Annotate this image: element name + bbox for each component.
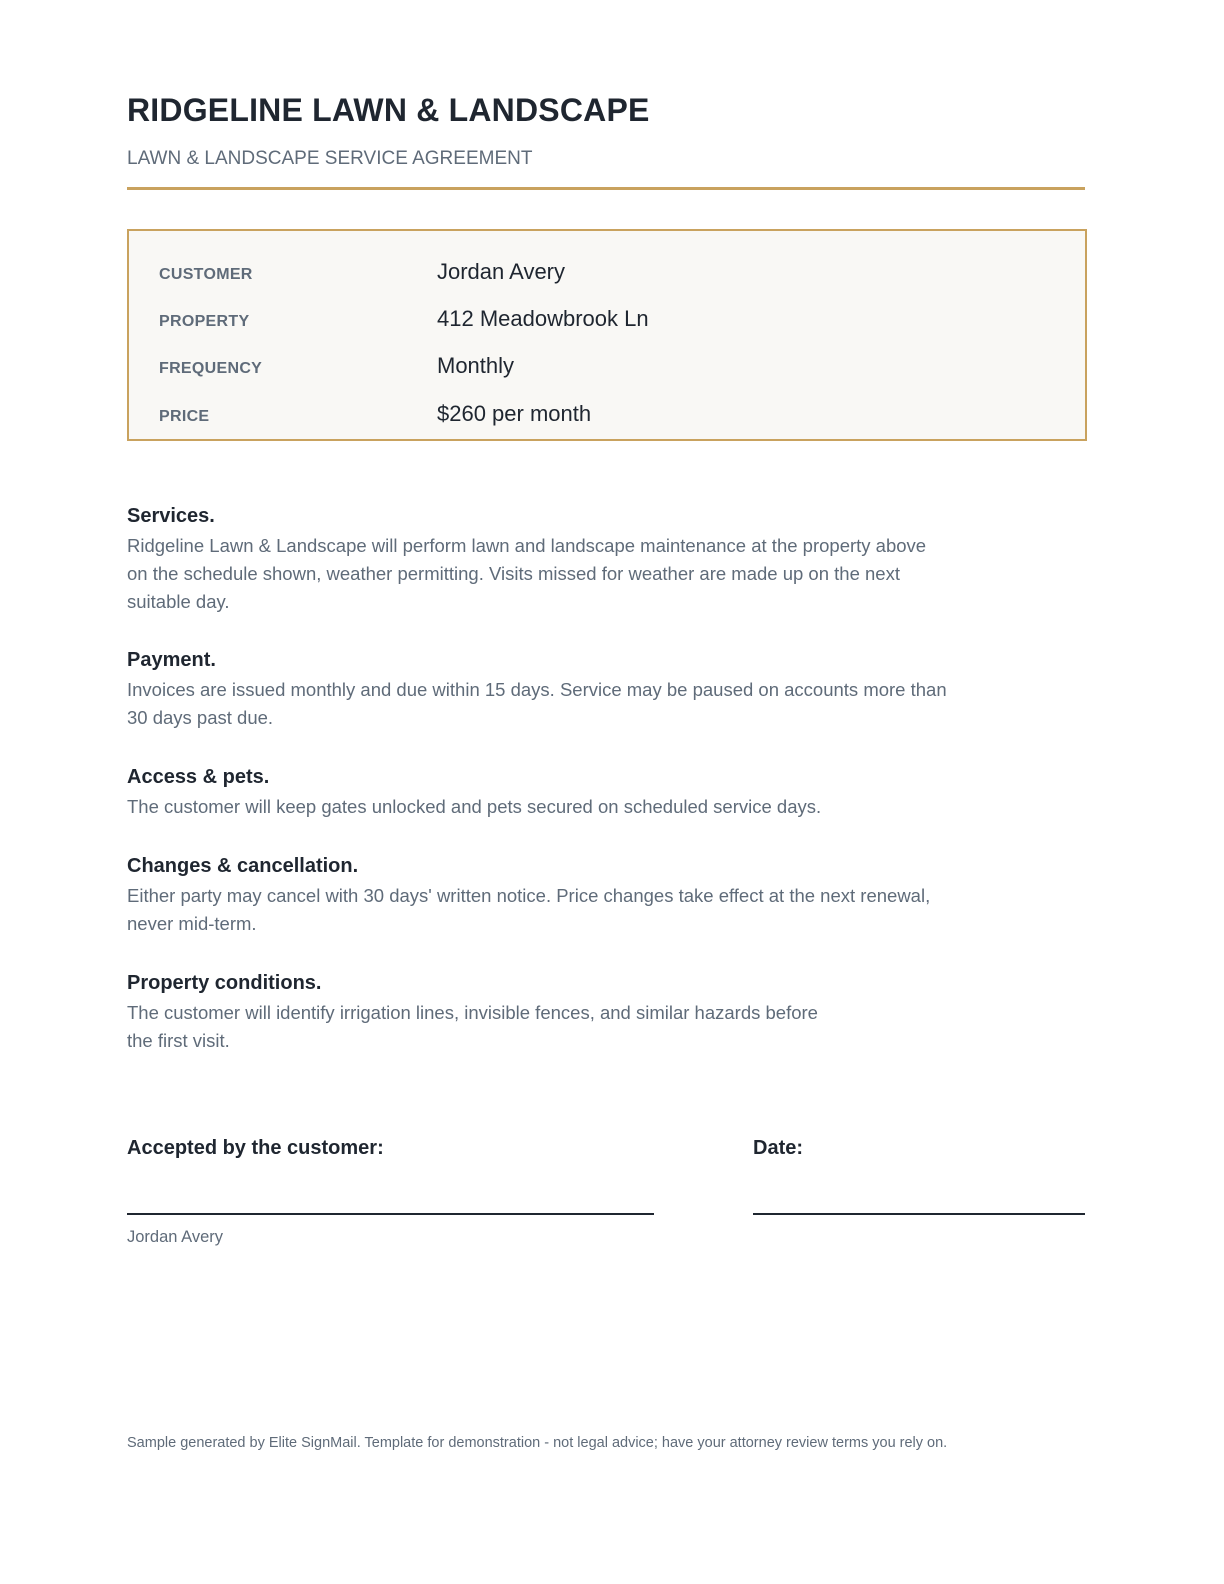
footer-disclaimer: Sample generated by Elite SignMail. Template for demonstration - not legal advice; have your attorney review terms you rely on. bbox=[127, 1435, 948, 1451]
header-divider bbox=[127, 187, 1085, 190]
section-payment bbox=[127, 649, 947, 732]
section-body: The customer will keep gates unlocked and pets secured on scheduled service days. bbox=[127, 796, 822, 817]
section-heading: Payment. bbox=[127, 649, 216, 671]
section-body: Either party may cancel with 30 days' written notice. Price changes take effect at the next renewal, never mid-term. bbox=[127, 885, 931, 934]
section-heading: Services. bbox=[127, 505, 215, 527]
summary-row-customer bbox=[159, 259, 1059, 289]
section-property-conditions bbox=[127, 972, 837, 1055]
section-heading: Property conditions. bbox=[127, 972, 322, 994]
price-label: PRICE bbox=[159, 408, 210, 425]
price-value: $260 per month bbox=[437, 401, 592, 426]
section-services bbox=[127, 505, 947, 616]
section-heading: Access & pets. bbox=[127, 766, 270, 788]
section-body: Ridgeline Lawn & Landscape will perform lawn and landscape maintenance at the property above on the schedule shown, weather permitting. Visits missed for weather are made up on the next suitable day. bbox=[127, 535, 927, 612]
section-heading: Changes & cancellation. bbox=[127, 855, 359, 877]
customer-signature-line[interactable] bbox=[127, 1213, 654, 1215]
customer-label: CUSTOMER bbox=[159, 266, 253, 283]
date-label: Date: bbox=[753, 1137, 804, 1159]
frequency-value: Monthly bbox=[437, 353, 515, 378]
date-signature-line[interactable] bbox=[753, 1213, 1085, 1215]
section-body: Invoices are issued monthly and due within 15 days. Service may be paused on accounts more than 30 days past due. bbox=[127, 679, 947, 728]
signer-name: Jordan Avery bbox=[127, 1228, 224, 1246]
summary-row-price bbox=[159, 401, 1059, 431]
section-access-pets bbox=[127, 766, 947, 821]
agreement-summary-box bbox=[127, 229, 1087, 441]
document-title: LAWN & LANDSCAPE SERVICE AGREEMENT bbox=[127, 148, 533, 169]
customer-value: Jordan Avery bbox=[437, 259, 566, 284]
summary-row-frequency bbox=[159, 353, 1059, 383]
company-name: RIDGELINE LAWN & LANDSCAPE bbox=[127, 92, 650, 128]
property-value: 412 Meadowbrook Ln bbox=[437, 306, 649, 331]
summary-row-property bbox=[159, 306, 1059, 336]
frequency-label: FREQUENCY bbox=[159, 360, 263, 377]
section-changes-cancellation bbox=[127, 855, 947, 938]
accepted-by-label: Accepted by the customer: bbox=[127, 1137, 384, 1159]
property-label: PROPERTY bbox=[159, 313, 250, 330]
section-body: The customer will identify irrigation lines, invisible fences, and similar hazards before the first visit. bbox=[127, 1002, 818, 1051]
